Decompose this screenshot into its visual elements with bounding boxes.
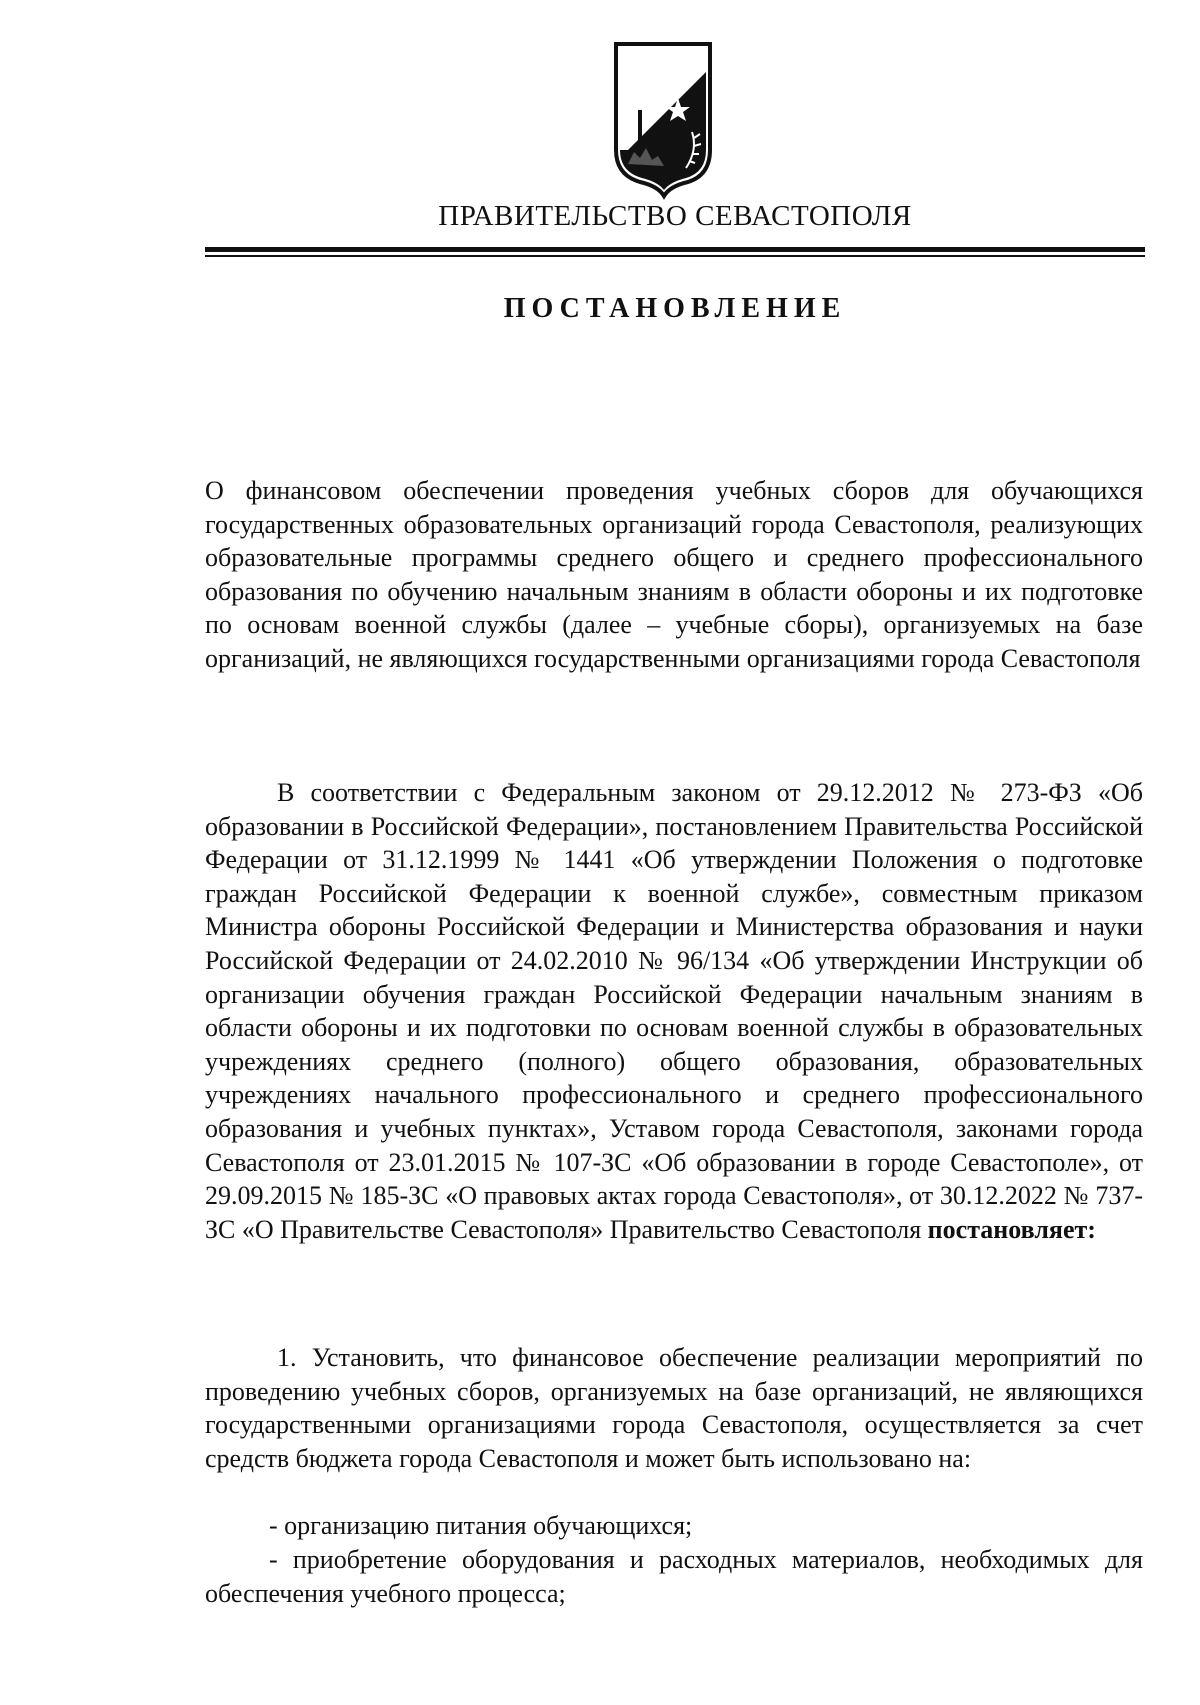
preamble-text: В соответствии с Федеральным законом от 29.12.2012 № 273-ФЗ «Об образовании в Российской Федерации», постановлением Правительства Российской Федерации от 31.12.1999 № 1441 «Об утверждении Положения о подготовке граждан Российской Федерации к военной службе», совместным приказом Министра обороны Российской Федерации и Министерства образования и науки Российской Федерации от 24.02.2010 № 96/134 «Об утверждении Инструкции об организации обучения граждан Российской Федерации начальным знаниям в области обороны и их подготовки по основам военной службы в образовательных учреждениях среднего (полного) общего образования, образовательных учреждениях начального профессионального и среднего профессионального образования и учебных пунктах», Уставом города Севастополя, законами города Севастополя от 23.01.2015 № 107-ЗС «Об образовании в городе Севастополе», от 29.09.2015 № 185-ЗС «О правовых актах города Севастополя», от 30.12.2022 № 737-ЗС «О Правительстве Севастополя» Правительство Севастополя xyxy=(205,778,1143,1244)
clause-1-subitem-meals: - организацию питания обучающихся; xyxy=(269,1511,693,1540)
header-rule-thin xyxy=(205,255,1145,257)
clause-1-subitem-equipment: - приобретение оборудования и расходных материалов, необходимых для обеспечения учебного процесса; xyxy=(205,1545,1143,1608)
coat-of-arms-emblem xyxy=(608,40,718,200)
document-subject: О финансовом обеспечении проведения учебных сборов для обучающихся государственных образовательных организаций города Севастополя, реализующих образовательные программы среднего общего и среднего профессионального образования по обучению начальным знаниям в области обороны и их подготовке по основам военной службы (далее – учебные сборы), организуемых на базе организаций, не являющихся государственными организациями города Севастополя xyxy=(205,476,1143,673)
clause-1: 1. Установить, что финансовое обеспечение реализации мероприятий по проведению учебных сборов, организуемых на базе организаций, не являющихся государственными организациями города Севастополя, осуществляется за счет средств бюджета города Севастополя и может быть использовано на: xyxy=(205,1343,1143,1473)
header-rule-thick xyxy=(205,247,1145,252)
government-name: ПРАВИТЕЛЬСТВО СЕВАСТОПОЛЯ xyxy=(438,200,912,232)
decree-word: постановляет: xyxy=(927,1214,1096,1244)
document-type: ПОСТАНОВЛЕНИЕ xyxy=(503,293,847,324)
preamble-paragraph xyxy=(205,776,1143,1246)
